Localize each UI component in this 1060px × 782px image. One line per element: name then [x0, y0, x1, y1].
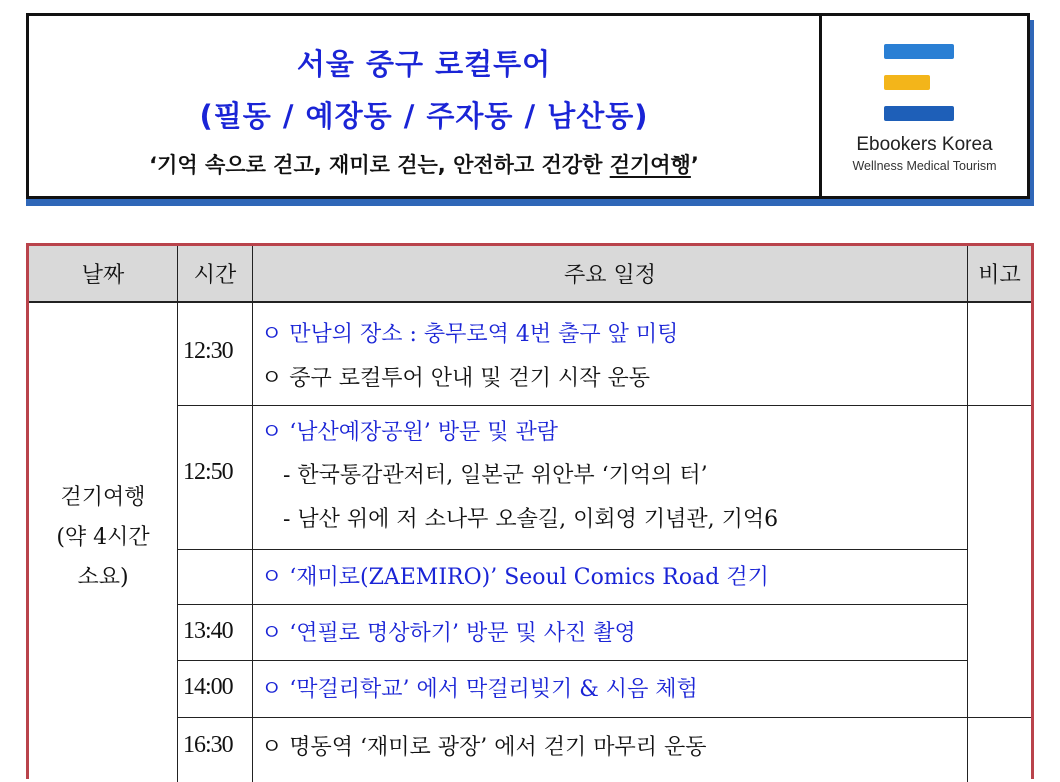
schedule-line: ㅇ ‘재미로(ZAEMIRO)’ Seoul Comics Road 걷기	[261, 565, 769, 590]
row-rule-1	[177, 405, 967, 406]
logo-tagline: Wellness Medical Tourism	[852, 159, 997, 173]
time-cell: 12:50	[183, 459, 233, 485]
row-rule-3	[177, 604, 967, 605]
col-rule-1	[177, 246, 178, 782]
logo-e-icon	[884, 44, 954, 122]
date-line-3: 소요)	[77, 565, 129, 590]
logo-name: Ebookers Korea	[856, 134, 993, 155]
page-title: 서울 중구 로컬투어	[296, 47, 552, 81]
header-notes: 비고	[968, 246, 1031, 301]
header-accent-bar	[26, 199, 1034, 206]
col-rule-2	[252, 246, 253, 782]
schedule-line: ㅇ ‘막걸리학교’ 에서 막걸리빚기 & 시음 체험	[261, 677, 698, 702]
header-rule	[29, 301, 1031, 303]
title-area	[29, 16, 819, 196]
row-rule-1-notes	[967, 405, 1031, 406]
schedule-line: ㅇ ‘연필로 명상하기’ 방문 및 사진 촬영	[261, 621, 636, 646]
schedule-table	[26, 243, 1034, 779]
time-cell: 13:40	[183, 618, 233, 644]
date-line-2: (약 4시간	[56, 525, 150, 550]
schedule-line: - 남산 위에 저 소나무 오솔길, 이회영 기념관, 기억6	[283, 507, 779, 532]
schedule-line: ㅇ 만남의 장소 : 충무로역 4번 출구 앞 미팅	[261, 322, 679, 347]
schedule-line: - 한국통감관저터, 일본군 위안부 ‘기억의 터’	[283, 463, 708, 488]
header-date: 날짜	[29, 246, 177, 301]
header-time: 시간	[178, 246, 252, 301]
tagline-end: ’	[690, 153, 699, 177]
page-tagline	[29, 149, 819, 179]
page-subtitle-areas: (필동 / 예장동 / 주자동 / 남산동)	[199, 99, 649, 133]
date-line-1: 걷기여행	[60, 485, 146, 510]
schedule-line: ㅇ 명동역 ‘재미로 광장’ 에서 걷기 마무리 운동	[261, 735, 707, 760]
header-schedule: 주요 일정	[253, 246, 967, 301]
tagline-start: ‘기억 속으로 걷고, 재미로 걷는, 안전하고 건강한	[149, 153, 610, 177]
title-box	[26, 13, 1030, 199]
tagline-underlined: 걷기여행	[609, 153, 691, 177]
time-cell: 14:00	[183, 674, 233, 700]
schedule-line: ㅇ ‘남산예장공원’ 방문 및 관람	[261, 420, 558, 445]
row-rule-4	[177, 660, 967, 661]
schedule-line: ㅇ 중구 로컬투어 안내 및 걷기 시작 운동	[261, 366, 650, 391]
time-cell: 16:30	[183, 732, 233, 758]
logo	[822, 16, 1027, 196]
header-shadow-right	[1030, 20, 1034, 206]
col-rule-3	[967, 246, 968, 782]
row-rule-2	[177, 549, 967, 550]
row-rule-5	[177, 717, 1031, 718]
date-cell	[29, 478, 177, 598]
time-cell: 12:30	[183, 338, 233, 364]
